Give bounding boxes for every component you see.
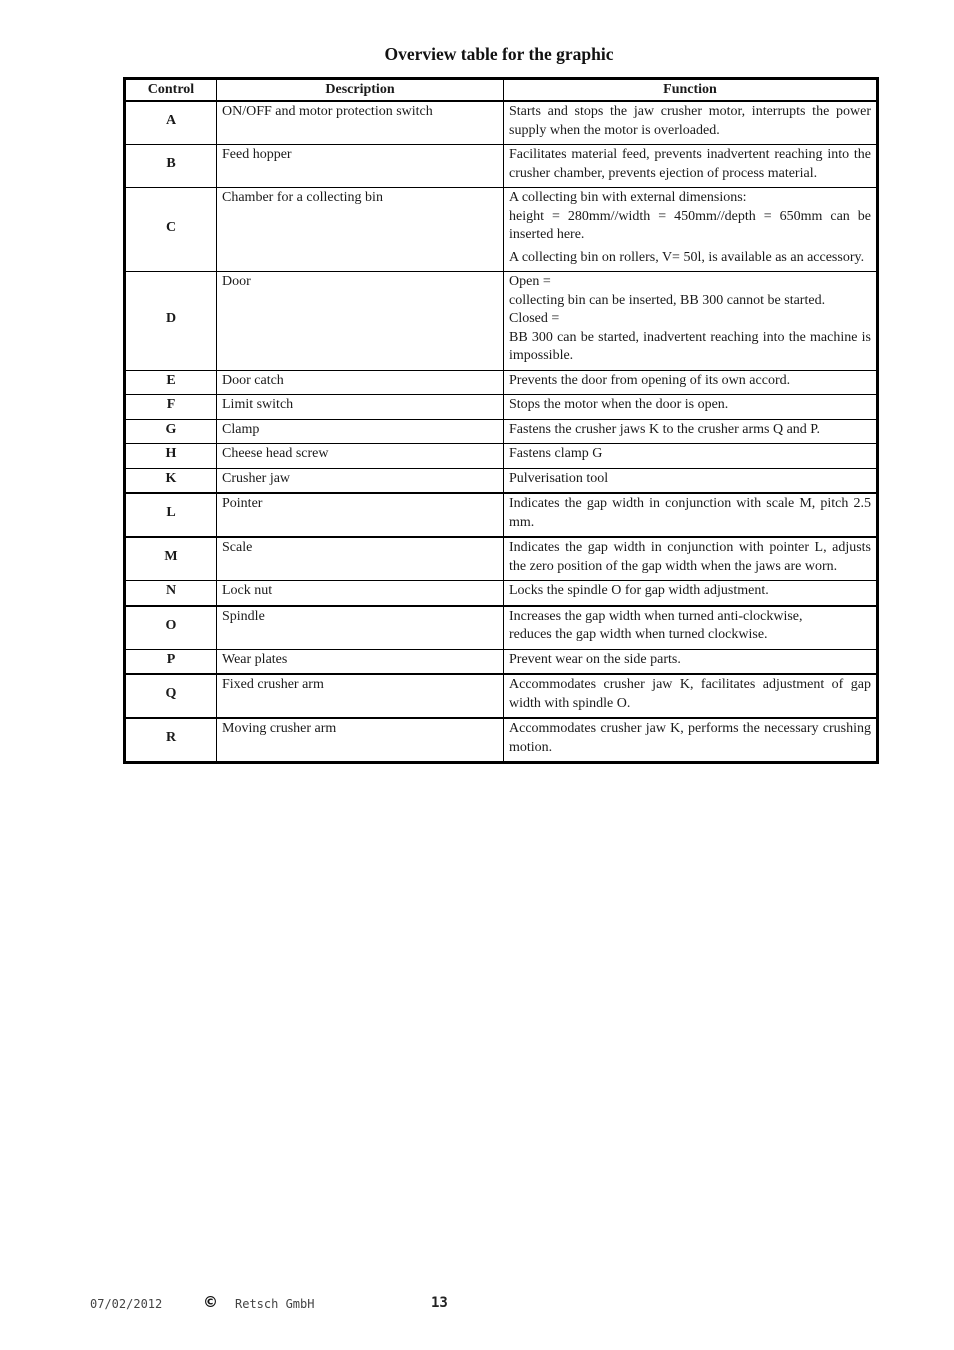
function-paragraph: Accommodates crusher jaw K, facilitates adjustment of gap width with spindle O.: [509, 677, 871, 711]
description-cell: Crusher jaw: [217, 468, 504, 493]
footer-date: 07/02/2012: [90, 1297, 163, 1311]
function-cell: [504, 370, 878, 395]
function-cell: [504, 606, 878, 650]
table-row: [125, 145, 878, 188]
control-letter: D: [165, 311, 177, 326]
table-row: [125, 188, 878, 272]
table-row: [125, 674, 878, 718]
control-letter: G: [165, 421, 177, 437]
function-cell: [504, 674, 878, 718]
function-paragraph: Locks the spindle O for gap width adjustment.: [509, 583, 769, 598]
description-cell: Lock nut: [217, 581, 504, 606]
control-cell: [125, 581, 217, 606]
function-cell: [504, 468, 878, 493]
function-cell: [504, 101, 878, 145]
function-paragraph: Prevents the door from opening of its own accord.: [509, 372, 791, 388]
description-cell: Door catch: [217, 370, 504, 395]
description-cell: Scale: [217, 537, 504, 581]
function-paragraph: Open = collecting bin can be inserted, BB 300 cannot be started. Closed = BB 300 can be started, inadvertent reaching into the machine is impossible.: [509, 274, 871, 363]
function-cell: [504, 537, 878, 581]
control-cell: [125, 145, 217, 188]
control-letter: K: [165, 470, 177, 486]
control-cell: [125, 370, 217, 395]
control-letter: F: [166, 397, 176, 412]
control-cell: [125, 468, 217, 493]
control-cell: [125, 419, 217, 444]
control-letter: Q: [165, 686, 177, 702]
function-paragraph: Fastens the crusher jaws K to the crusher arms Q and P.: [509, 421, 821, 437]
table-row: [125, 272, 878, 371]
control-cell: [125, 493, 217, 537]
table-row: [125, 493, 878, 537]
control-cell: [125, 101, 217, 145]
table-row: [125, 370, 878, 395]
description-cell: Pointer: [217, 493, 504, 537]
function-cell: [504, 649, 878, 674]
description-cell: Cheese head screw: [217, 444, 504, 469]
table-row: [125, 718, 878, 763]
table-row: [125, 649, 878, 674]
function-cell: [504, 395, 878, 420]
function-cell: [504, 581, 878, 606]
control-letter: E: [166, 372, 176, 388]
description-cell: Fixed crusher arm: [217, 674, 504, 718]
function-paragraph: A collecting bin on rollers, V= 50l, is available as an accessory.: [509, 249, 865, 265]
function-paragraph: A collecting bin with external dimensions: height = 280mm//width = 450mm//depth = 650mm can be inserted here.: [509, 190, 871, 242]
description-cell: Clamp: [217, 419, 504, 444]
function-cell: [504, 145, 878, 188]
control-cell: [125, 395, 217, 420]
description-cell: Door: [217, 272, 504, 371]
table-body: [125, 101, 878, 763]
copyright-icon: ©: [203, 1293, 218, 1311]
control-letter: C: [165, 219, 177, 235]
function-cell: [504, 188, 878, 272]
control-letter: L: [166, 505, 176, 521]
table-row: [125, 395, 878, 420]
description-cell: Limit switch: [217, 395, 504, 420]
control-letter: M: [164, 549, 178, 565]
table-row: [125, 468, 878, 493]
control-cell: [125, 272, 217, 371]
description-cell: Spindle: [217, 606, 504, 650]
description-cell: Feed hopper: [217, 145, 504, 188]
control-letter: H: [165, 446, 177, 461]
control-letter: P: [166, 651, 176, 667]
table-row: [125, 444, 878, 469]
footer-company: Retsch GmbH: [235, 1297, 315, 1311]
column-header-description: Description: [217, 79, 504, 102]
control-letter: O: [165, 617, 177, 633]
function-cell: [504, 272, 878, 371]
column-header-function: Function: [504, 79, 878, 102]
function-paragraph: Accommodates crusher jaw K, performs the necessary crushing motion.: [509, 721, 871, 755]
description-cell: Moving crusher arm: [217, 718, 504, 763]
function-cell: [504, 419, 878, 444]
overview-table: [123, 77, 879, 764]
control-cell: [125, 188, 217, 272]
table-row: [125, 419, 878, 444]
control-letter: N: [165, 583, 177, 598]
control-cell: [125, 537, 217, 581]
table-row: [125, 606, 878, 650]
control-cell: [125, 444, 217, 469]
description-cell: ON/OFF and motor protection switch: [217, 101, 504, 145]
function-paragraph: Stops the motor when the door is open.: [509, 397, 729, 412]
function-cell: [504, 493, 878, 537]
function-paragraph: Increases the gap width when turned anti-clockwise, reduces the gap width when turned clockwise.: [509, 608, 803, 642]
control-cell: [125, 606, 217, 650]
control-letter: B: [166, 156, 176, 172]
function-paragraph: Indicates the gap width in conjunction with scale M, pitch 2.5 mm.: [509, 496, 871, 530]
table-header-row: [125, 79, 878, 102]
control-letter: A: [165, 113, 177, 129]
description-cell: Chamber for a collecting bin: [217, 188, 504, 272]
column-header-control: Control: [125, 79, 217, 102]
control-cell: [125, 718, 217, 763]
function-paragraph: Indicates the gap width in conjunction with pointer L, adjusts the zero position of the gap width when the jaws are worn.: [509, 540, 871, 574]
function-paragraph: Facilitates material feed, prevents inadvertent reaching into the crusher chamber, prevents ejection of process material.: [509, 147, 871, 181]
table-row: [125, 581, 878, 606]
function-paragraph: Fastens clamp G: [509, 446, 603, 461]
control-letter: R: [165, 730, 177, 746]
description-cell: Wear plates: [217, 649, 504, 674]
control-cell: [125, 649, 217, 674]
function-cell: [504, 718, 878, 763]
function-paragraph: Pulverisation tool: [509, 470, 609, 486]
control-cell: [125, 674, 217, 718]
page-number: 13: [431, 1295, 448, 1311]
table-row: [125, 101, 878, 145]
function-cell: [504, 444, 878, 469]
page-title: Overview table for the graphic: [384, 44, 614, 64]
table-row: [125, 537, 878, 581]
function-paragraph: Starts and stops the jaw crusher motor, interrupts the power supply when the motor is overloaded.: [509, 104, 871, 138]
function-paragraph: Prevent wear on the side parts.: [509, 651, 681, 667]
